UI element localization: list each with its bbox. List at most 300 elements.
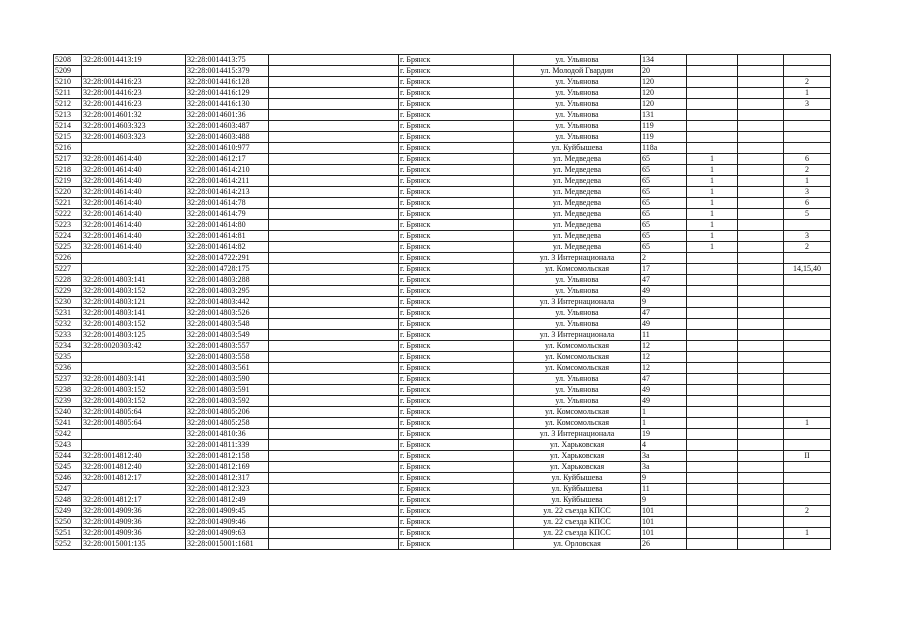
cell-col4 (269, 154, 399, 165)
table-row (54, 275, 831, 286)
cell-cadastral-number: 32:28:0014810:36 (186, 429, 269, 440)
cell-cadastral-number: 32:28:0014803:557 (186, 341, 269, 352)
cell-cadastral-block: 32:28:0014614:40 (82, 176, 186, 187)
cell-city: г. Брянск (399, 319, 514, 330)
cell-cadastral-number: 32:28:0014803:549 (186, 330, 269, 341)
table-row (54, 429, 831, 440)
cell-street: ул. Комсомольская (514, 418, 641, 429)
cell-num: 5242 (54, 429, 82, 440)
table-row (54, 374, 831, 385)
cell-street: ул. Комсомольская (514, 352, 641, 363)
cell-street: ул. Молодой Гвардии (514, 66, 641, 77)
cell-cadastral-number: 32:28:0014614:80 (186, 220, 269, 231)
cell-structure (738, 154, 784, 165)
cell-house: 101 (641, 517, 687, 528)
cell-num: 5229 (54, 286, 82, 297)
cell-cadastral-number: 32:28:0014909:45 (186, 506, 269, 517)
cell-col4 (269, 341, 399, 352)
cell-city: г. Брянск (399, 462, 514, 473)
table-row (54, 539, 831, 550)
cell-structure (738, 220, 784, 231)
cell-apartment: II (784, 451, 831, 462)
cell-structure (738, 341, 784, 352)
cell-cadastral-block (82, 440, 186, 451)
cell-city: г. Брянск (399, 396, 514, 407)
cell-structure (738, 264, 784, 275)
cell-num: 5219 (54, 176, 82, 187)
cell-house: 65 (641, 176, 687, 187)
table-row (54, 231, 831, 242)
table-row (54, 66, 831, 77)
cell-col4 (269, 484, 399, 495)
cell-cadastral-block: 32:28:0014614:40 (82, 231, 186, 242)
cell-house: 118а (641, 143, 687, 154)
cell-col4 (269, 77, 399, 88)
cell-num: 5213 (54, 110, 82, 121)
table-row (54, 88, 831, 99)
cell-cadastral-number: 32:28:0014601:36 (186, 110, 269, 121)
table-row (54, 484, 831, 495)
cell-house: 20 (641, 66, 687, 77)
cell-apartment (784, 473, 831, 484)
cell-cadastral-block: 32:28:0014812:40 (82, 462, 186, 473)
cell-num: 5227 (54, 264, 82, 275)
cell-building (687, 473, 738, 484)
cell-col4 (269, 110, 399, 121)
cell-num: 5247 (54, 484, 82, 495)
cell-street: ул. Медведева (514, 220, 641, 231)
cell-city: г. Брянск (399, 308, 514, 319)
cell-street: ул. Медведева (514, 242, 641, 253)
cell-building: 1 (687, 198, 738, 209)
table-row (54, 176, 831, 187)
cell-building (687, 440, 738, 451)
cell-city: г. Брянск (399, 275, 514, 286)
cell-structure (738, 110, 784, 121)
cell-cadastral-number: 32:28:0014416:130 (186, 99, 269, 110)
cell-building (687, 451, 738, 462)
cell-building (687, 286, 738, 297)
cell-building (687, 330, 738, 341)
cell-city: г. Брянск (399, 341, 514, 352)
cell-house: 119 (641, 121, 687, 132)
cell-num: 5245 (54, 462, 82, 473)
cell-cadastral-block (82, 66, 186, 77)
table-row (54, 209, 831, 220)
cell-apartment (784, 517, 831, 528)
cell-col4 (269, 330, 399, 341)
cell-building (687, 308, 738, 319)
cell-building (687, 352, 738, 363)
cell-city: г. Брянск (399, 143, 514, 154)
cell-cadastral-number: 32:28:0014614:211 (186, 176, 269, 187)
cell-city: г. Брянск (399, 330, 514, 341)
cell-house: 4 (641, 440, 687, 451)
cell-street: ул. Куйбышева (514, 495, 641, 506)
cell-city: г. Брянск (399, 517, 514, 528)
cell-apartment: 2 (784, 165, 831, 176)
table-row (54, 286, 831, 297)
cell-city: г. Брянск (399, 374, 514, 385)
cell-building: 1 (687, 209, 738, 220)
cell-house: 49 (641, 286, 687, 297)
cell-city: г. Брянск (399, 110, 514, 121)
cell-structure (738, 396, 784, 407)
cell-street: ул. Медведева (514, 176, 641, 187)
cell-structure (738, 495, 784, 506)
cell-structure (738, 363, 784, 374)
cell-city: г. Брянск (399, 429, 514, 440)
cell-structure (738, 517, 784, 528)
cell-col4 (269, 462, 399, 473)
cell-house: 65 (641, 198, 687, 209)
cell-structure (738, 330, 784, 341)
cell-building (687, 539, 738, 550)
cell-structure (738, 539, 784, 550)
cell-street: ул. Ульянова (514, 55, 641, 66)
cell-col4 (269, 396, 399, 407)
cell-cadastral-number: 32:28:0014614:213 (186, 187, 269, 198)
cell-num: 5236 (54, 363, 82, 374)
cell-structure (738, 308, 784, 319)
cell-num: 5246 (54, 473, 82, 484)
cell-num: 5216 (54, 143, 82, 154)
cell-street: ул. Комсомольская (514, 363, 641, 374)
cell-apartment (784, 440, 831, 451)
cell-apartment (784, 341, 831, 352)
cell-num: 5243 (54, 440, 82, 451)
cell-apartment (784, 110, 831, 121)
cell-street: ул. Ульянова (514, 77, 641, 88)
cell-city: г. Брянск (399, 66, 514, 77)
cell-cadastral-number: 32:28:0014803:591 (186, 385, 269, 396)
cell-building (687, 132, 738, 143)
cell-cadastral-number: 32:28:0014812:317 (186, 473, 269, 484)
cell-cadastral-block: 32:28:0020303:42 (82, 341, 186, 352)
cell-col4 (269, 187, 399, 198)
cell-structure (738, 66, 784, 77)
cell-col4 (269, 121, 399, 132)
cell-house: 49 (641, 385, 687, 396)
cell-building (687, 66, 738, 77)
cell-structure (738, 418, 784, 429)
cell-apartment: 1 (784, 88, 831, 99)
cell-structure (738, 286, 784, 297)
cell-cadastral-block: 32:28:0014614:40 (82, 220, 186, 231)
cell-cadastral-number: 32:28:0014909:63 (186, 528, 269, 539)
cell-col4 (269, 418, 399, 429)
cell-building (687, 484, 738, 495)
cell-building (687, 374, 738, 385)
cell-structure (738, 187, 784, 198)
cell-house: 9 (641, 495, 687, 506)
cell-house: 49 (641, 319, 687, 330)
cell-house: 19 (641, 429, 687, 440)
cell-apartment (784, 462, 831, 473)
cell-cadastral-number: 32:28:0014803:548 (186, 319, 269, 330)
cell-city: г. Брянск (399, 99, 514, 110)
cell-structure (738, 198, 784, 209)
cell-num: 5251 (54, 528, 82, 539)
cell-city: г. Брянск (399, 121, 514, 132)
cell-city: г. Брянск (399, 495, 514, 506)
cell-house: 65 (641, 165, 687, 176)
cell-cadastral-block: 32:28:0014614:40 (82, 165, 186, 176)
cell-cadastral-block (82, 264, 186, 275)
cell-apartment: 2 (784, 242, 831, 253)
table-row (54, 418, 831, 429)
cell-col4 (269, 374, 399, 385)
cell-cadastral-block: 32:28:0014909:36 (82, 506, 186, 517)
table-row (54, 407, 831, 418)
cell-street: ул. Ульянова (514, 110, 641, 121)
cell-cadastral-number: 32:28:0015001:1681 (186, 539, 269, 550)
cell-house: 65 (641, 154, 687, 165)
cell-cadastral-block: 32:28:0014803:141 (82, 275, 186, 286)
cell-cadastral-number: 32:28:0014728:175 (186, 264, 269, 275)
cell-apartment (784, 330, 831, 341)
cell-apartment: 1 (784, 418, 831, 429)
cell-city: г. Брянск (399, 198, 514, 209)
table-row (54, 99, 831, 110)
cell-apartment (784, 319, 831, 330)
cell-apartment: 6 (784, 154, 831, 165)
cell-street: ул. Медведева (514, 187, 641, 198)
cell-apartment: 3 (784, 231, 831, 242)
cell-building (687, 506, 738, 517)
cell-num: 5234 (54, 341, 82, 352)
cell-apartment (784, 121, 831, 132)
cell-cadastral-block (82, 143, 186, 154)
cell-col4 (269, 363, 399, 374)
cell-col4 (269, 451, 399, 462)
cell-num: 5233 (54, 330, 82, 341)
cell-street: ул. 3 Интернационала (514, 297, 641, 308)
cell-num: 5248 (54, 495, 82, 506)
cell-street: ул. Медведева (514, 209, 641, 220)
cell-col4 (269, 308, 399, 319)
table-row (54, 121, 831, 132)
table-row (54, 341, 831, 352)
cell-cadastral-block: 32:28:0014803:125 (82, 330, 186, 341)
cell-house: 26 (641, 539, 687, 550)
cell-num: 5222 (54, 209, 82, 220)
cell-num: 5225 (54, 242, 82, 253)
cell-structure (738, 407, 784, 418)
table-row (54, 506, 831, 517)
cell-city: г. Брянск (399, 363, 514, 374)
cell-building: 1 (687, 187, 738, 198)
cell-apartment (784, 297, 831, 308)
cell-col4 (269, 286, 399, 297)
cell-house: 47 (641, 275, 687, 286)
table-row (54, 110, 831, 121)
cell-structure (738, 132, 784, 143)
cell-apartment (784, 484, 831, 495)
cell-apartment (784, 407, 831, 418)
cell-structure (738, 297, 784, 308)
cell-city: г. Брянск (399, 209, 514, 220)
cell-apartment (784, 66, 831, 77)
cell-cadastral-block: 32:28:0014413:19 (82, 55, 186, 66)
cell-structure (738, 484, 784, 495)
cell-col4 (269, 165, 399, 176)
cell-col4 (269, 231, 399, 242)
cell-apartment: 14,15,40 (784, 264, 831, 275)
table-row (54, 517, 831, 528)
cell-house: 134 (641, 55, 687, 66)
table-row (54, 352, 831, 363)
cell-street: ул. Ульянова (514, 374, 641, 385)
cell-num: 5210 (54, 77, 82, 88)
cell-col4 (269, 506, 399, 517)
table-row (54, 308, 831, 319)
cell-structure (738, 451, 784, 462)
cell-num: 5228 (54, 275, 82, 286)
table-row (54, 220, 831, 231)
cell-cadastral-number: 32:28:0014614:210 (186, 165, 269, 176)
table-row (54, 528, 831, 539)
cell-building (687, 462, 738, 473)
cell-building: 1 (687, 242, 738, 253)
cell-house: 3а (641, 462, 687, 473)
cell-col4 (269, 253, 399, 264)
cell-cadastral-block: 32:28:0014603:323 (82, 132, 186, 143)
cell-city: г. Брянск (399, 451, 514, 462)
cell-street: ул. Медведева (514, 154, 641, 165)
cell-apartment (784, 385, 831, 396)
cell-building (687, 418, 738, 429)
cell-col4 (269, 440, 399, 451)
cell-street: ул. 22 съезда КПСС (514, 506, 641, 517)
cell-building (687, 495, 738, 506)
cell-num: 5241 (54, 418, 82, 429)
cell-col4 (269, 242, 399, 253)
cell-cadastral-block (82, 352, 186, 363)
table-row (54, 143, 831, 154)
table-row (54, 242, 831, 253)
cell-street: ул. 3 Интернационала (514, 253, 641, 264)
cell-cadastral-block: 32:28:0014803:152 (82, 385, 186, 396)
cell-apartment (784, 539, 831, 550)
cell-col4 (269, 99, 399, 110)
cell-building (687, 275, 738, 286)
cell-building (687, 297, 738, 308)
cell-cadastral-block (82, 363, 186, 374)
cell-cadastral-block: 32:28:0014812:40 (82, 451, 186, 462)
cell-apartment (784, 363, 831, 374)
cell-cadastral-block: 32:28:0014909:36 (82, 517, 186, 528)
cell-street: ул. 22 съезда КПСС (514, 528, 641, 539)
cell-cadastral-number: 32:28:0014803:288 (186, 275, 269, 286)
cell-city: г. Брянск (399, 165, 514, 176)
cell-num: 5231 (54, 308, 82, 319)
cell-apartment: 6 (784, 198, 831, 209)
cell-building (687, 319, 738, 330)
cell-house: 101 (641, 528, 687, 539)
cell-building: 1 (687, 165, 738, 176)
table-row (54, 451, 831, 462)
cell-city: г. Брянск (399, 220, 514, 231)
cell-cadastral-number: 32:28:0014803:526 (186, 308, 269, 319)
cell-col4 (269, 352, 399, 363)
cell-apartment: 3 (784, 187, 831, 198)
cell-structure (738, 506, 784, 517)
cell-apartment (784, 352, 831, 363)
cell-house: 101 (641, 506, 687, 517)
cell-cadastral-block: 32:28:0014416:23 (82, 77, 186, 88)
cell-street: ул. Ульянова (514, 88, 641, 99)
table-row (54, 363, 831, 374)
cell-cadastral-number: 32:28:0014811:339 (186, 440, 269, 451)
cell-num: 5218 (54, 165, 82, 176)
cell-city: г. Брянск (399, 484, 514, 495)
cell-cadastral-block: 32:28:0014909:36 (82, 528, 186, 539)
cell-street: ул. Куйбышева (514, 473, 641, 484)
table-row (54, 253, 831, 264)
cell-num: 5224 (54, 231, 82, 242)
cell-cadastral-number: 32:28:0014614:79 (186, 209, 269, 220)
cell-cadastral-block (82, 484, 186, 495)
cell-col4 (269, 297, 399, 308)
cell-col4 (269, 264, 399, 275)
cell-house: 65 (641, 209, 687, 220)
cell-col4 (269, 209, 399, 220)
cell-house: 1 (641, 418, 687, 429)
cell-street: ул. Комсомольская (514, 264, 641, 275)
table-row (54, 55, 831, 66)
cell-structure (738, 121, 784, 132)
cell-building (687, 385, 738, 396)
cell-house: 47 (641, 374, 687, 385)
cell-col4 (269, 495, 399, 506)
cell-city: г. Брянск (399, 528, 514, 539)
cell-street: ул. Комсомольская (514, 341, 641, 352)
cell-cadastral-number: 32:28:0014803:561 (186, 363, 269, 374)
cell-col4 (269, 88, 399, 99)
cell-apartment (784, 132, 831, 143)
cell-house: 119 (641, 132, 687, 143)
cell-col4 (269, 539, 399, 550)
cell-street: ул. 3 Интернационала (514, 330, 641, 341)
cell-cadastral-number: 32:28:0014805:206 (186, 407, 269, 418)
cell-cadastral-number: 32:28:0014803:592 (186, 396, 269, 407)
cell-street: ул. Ульянова (514, 99, 641, 110)
cell-cadastral-block: 32:28:0014812:17 (82, 495, 186, 506)
cell-col4 (269, 429, 399, 440)
cell-building (687, 363, 738, 374)
cell-cadastral-number: 32:28:0014603:488 (186, 132, 269, 143)
cell-structure (738, 429, 784, 440)
cell-cadastral-number: 32:28:0014812:323 (186, 484, 269, 495)
cell-city: г. Брянск (399, 473, 514, 484)
cell-city: г. Брянск (399, 264, 514, 275)
cell-cadastral-block: 32:28:0014603:323 (82, 121, 186, 132)
cell-house: 1 (641, 407, 687, 418)
table-row (54, 297, 831, 308)
cell-street: ул. Ульянова (514, 275, 641, 286)
cell-building: 1 (687, 220, 738, 231)
cell-street: ул. Орловская (514, 539, 641, 550)
cell-num: 5244 (54, 451, 82, 462)
cell-cadastral-number: 32:28:0014614:81 (186, 231, 269, 242)
table-row (54, 462, 831, 473)
cell-structure (738, 88, 784, 99)
cell-house: 65 (641, 220, 687, 231)
cell-cadastral-number: 32:28:0014603:487 (186, 121, 269, 132)
cell-apartment: 5 (784, 209, 831, 220)
cell-num: 5232 (54, 319, 82, 330)
